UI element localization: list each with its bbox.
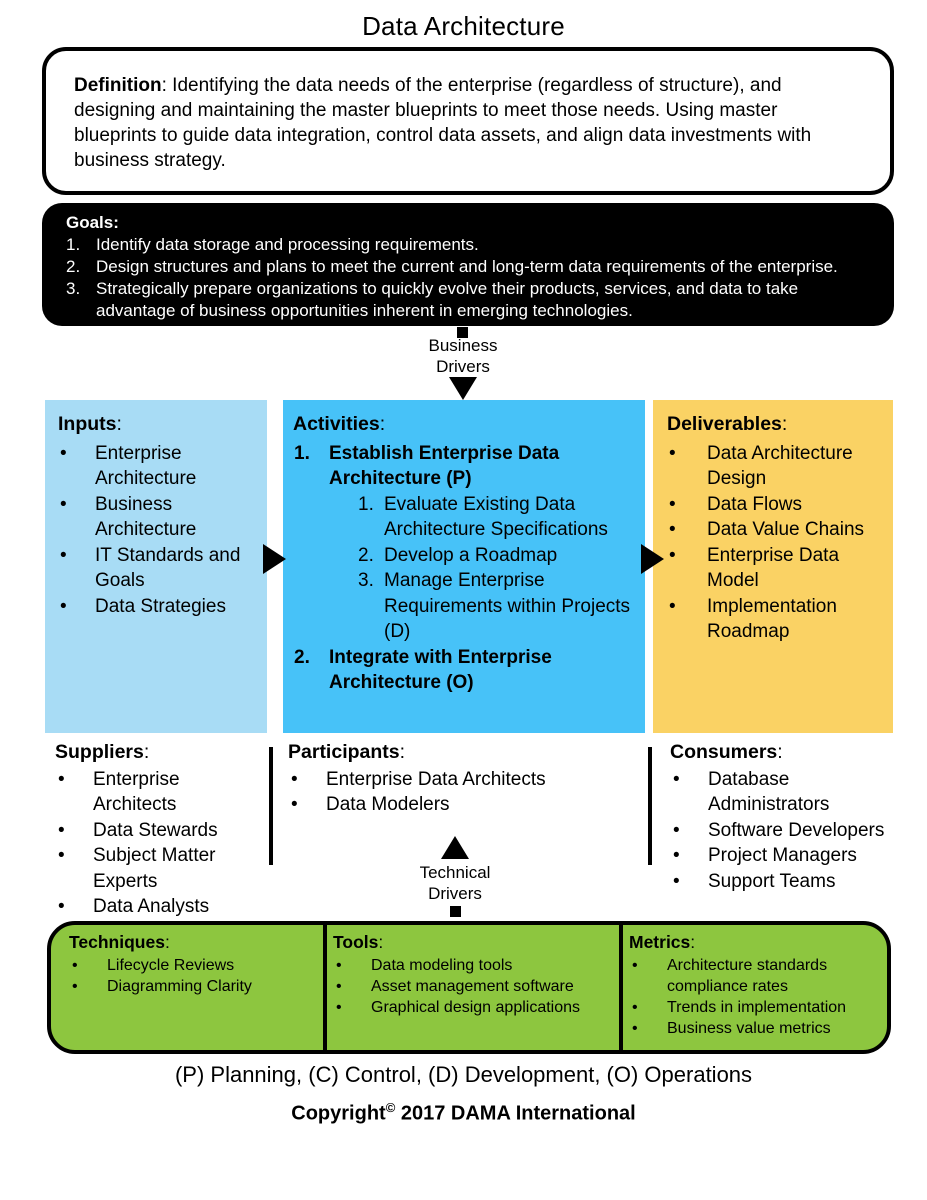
list-item [58, 492, 259, 543]
business-drivers-label: Business Drivers [428, 336, 498, 376]
bullet-icon: • [60, 442, 67, 464]
activity-text: Establish Enterprise Data Architecture (P) [329, 442, 560, 489]
list-item-text: Diagramming Clarity [107, 978, 252, 995]
bullet-icon: • [72, 957, 78, 974]
list-item-text: Data Analysts [93, 896, 210, 917]
participants-section [288, 740, 638, 818]
bullet-icon: • [291, 768, 298, 790]
list-item [333, 955, 615, 976]
activity-text: Integrate with Enterprise Architecture (O) [329, 646, 552, 693]
bullet-icon: • [58, 768, 65, 790]
bullet-icon: • [669, 595, 676, 617]
bullet-icon: • [58, 845, 65, 866]
business-drivers-arrow-down-icon [449, 377, 477, 400]
bullet-icon: • [673, 768, 680, 790]
list-item [670, 869, 895, 895]
list-item-text: Project Managers [708, 845, 857, 866]
techniques-tools-metrics-bar [47, 921, 891, 1054]
item-number: 3. [358, 570, 374, 591]
suppliers-section [55, 740, 267, 920]
list-item-text: Enterprise Architecture [95, 442, 197, 489]
list-item-text: Trends in implementation [667, 999, 847, 1016]
list-item [670, 767, 895, 818]
activities-list [293, 441, 637, 696]
list-item-text: Data Modelers [326, 794, 450, 815]
list-item [667, 492, 885, 518]
list-item [66, 234, 872, 256]
inputs-list [58, 441, 259, 620]
goals-box [42, 203, 894, 326]
activity-subtext: Manage Enterprise Requirements within Projects (D) [384, 570, 631, 642]
bullet-icon: • [673, 845, 680, 866]
list-item [55, 894, 267, 920]
suppliers-list [55, 767, 267, 920]
activity-subitem [358, 543, 637, 569]
list-item [58, 543, 259, 594]
bullet-icon: • [291, 794, 298, 815]
list-item-text: Lifecycle Reviews [107, 957, 235, 974]
activity-item [293, 645, 637, 696]
technical-drivers-arrow-up-icon [441, 836, 469, 859]
bullet-icon: • [336, 978, 342, 995]
bullet-icon: • [673, 819, 680, 841]
bullet-icon: • [60, 595, 67, 617]
bullet-icon: • [673, 870, 680, 892]
list-item [629, 997, 881, 1018]
list-item-text: Support Teams [708, 870, 836, 892]
activity-subitem [358, 568, 637, 645]
list-item-text: Data Flows [707, 493, 803, 515]
consumers-list [670, 767, 895, 895]
divider-techniques-tools [323, 925, 327, 1050]
inputs-header: Inputs: [58, 413, 122, 435]
metrics-section [629, 932, 881, 1039]
activity-subtext: Evaluate Existing Data Architecture Specifications [384, 493, 608, 540]
list-item-text: Architecture standards compliance rates [667, 957, 828, 995]
bullet-icon: • [632, 957, 638, 974]
list-item [667, 543, 885, 594]
list-item-text: Software Developers [708, 819, 885, 841]
list-item-text: Database Administrators [708, 768, 830, 815]
consumers-header: Consumers: [670, 741, 783, 763]
item-number: 3. [66, 279, 81, 298]
techniques-section [69, 932, 317, 997]
metrics-header: Metrics: [629, 932, 696, 952]
list-item-text: Data Architecture Design [707, 442, 853, 489]
bullet-icon: • [336, 999, 342, 1016]
definition-label: Definition [74, 75, 162, 96]
definition-text: Definition: Identifying the data needs of the enterprise (regardless of structure), and designing and maintaining the master blueprints to meet those needs. Using master blueprints to guide data integration, control data assets, and align data investments with business strategy. [74, 75, 812, 171]
list-item [667, 594, 885, 645]
inputs-box [45, 400, 267, 733]
list-item-text: Subject Matter Experts [93, 845, 216, 892]
participants-list [288, 767, 638, 818]
deliverables-header: Deliverables: [667, 413, 788, 435]
list-item [333, 976, 615, 997]
list-item-text: Data modeling tools [371, 957, 513, 974]
activities-to-deliverables-arrow-icon [641, 544, 664, 574]
item-number: 2. [66, 257, 81, 276]
tools-list [333, 955, 615, 1018]
list-item-text: Data Strategies [95, 595, 226, 617]
list-item-text: Design structures and plans to meet the current and long-term data requirements of the enterprise. [96, 257, 838, 276]
item-number: 1. [66, 235, 81, 254]
divider-participants-consumers [648, 747, 652, 865]
list-item [667, 517, 885, 543]
technical-drivers-label: Technical Drivers [419, 863, 491, 903]
list-item [333, 997, 615, 1018]
list-item-text: Enterprise Data Architects [326, 768, 546, 790]
list-item-text: Enterprise Architects [93, 768, 180, 815]
divider-tools-metrics [619, 925, 623, 1050]
list-item [288, 792, 638, 818]
list-item [66, 278, 872, 322]
divider-suppliers-participants [269, 747, 273, 865]
tools-section [333, 932, 615, 1018]
list-item-text: Identify data storage and processing requirements. [96, 235, 479, 254]
bullet-icon: • [669, 544, 676, 566]
list-item-text: Business Architecture [95, 493, 197, 540]
list-item-text: IT Standards and Goals [95, 544, 241, 591]
goals-header: Goals: [66, 213, 119, 232]
techniques-list [69, 955, 317, 997]
copyright-symbol: © [385, 1100, 396, 1115]
bullet-icon: • [632, 1020, 638, 1037]
copyright-line: Copyright© 2017 DAMA International [291, 1100, 636, 1125]
list-item [58, 594, 259, 620]
bullet-icon: • [58, 896, 65, 917]
bullet-icon: • [669, 519, 676, 540]
bullet-icon: • [632, 999, 638, 1016]
techniques-header: Techniques: [69, 932, 170, 952]
list-item [288, 767, 638, 793]
activity-item [293, 441, 637, 492]
technical-drivers-connector-square [450, 906, 461, 917]
bullet-icon: • [72, 978, 78, 995]
list-item-text: Graphical design applications [371, 999, 581, 1016]
bullet-icon: • [60, 493, 67, 515]
list-item [58, 441, 259, 492]
activities-box [283, 400, 645, 733]
page-title: Data Architecture [362, 11, 565, 41]
list-item [670, 843, 895, 869]
suppliers-header: Suppliers: [55, 741, 150, 763]
list-item-text: Enterprise Data Model [707, 544, 840, 591]
list-item [69, 955, 317, 976]
bullet-icon: • [60, 544, 67, 566]
definition-box [42, 47, 894, 195]
list-item-text: Data Stewards [93, 819, 218, 841]
activities-header: Activities: [293, 413, 386, 435]
list-item [55, 843, 267, 894]
participants-header: Participants: [288, 741, 406, 763]
inputs-to-activities-arrow-icon [263, 544, 286, 574]
list-item [629, 955, 881, 997]
bullet-icon: • [669, 493, 676, 515]
item-number: 1. [294, 442, 310, 464]
activity-subitem [358, 492, 637, 543]
list-item-text: Data Value Chains [707, 519, 865, 540]
list-item [66, 256, 872, 278]
deliverables-list [667, 441, 885, 645]
consumers-section [670, 740, 895, 894]
activity-group-legend: (P) Planning, (C) Control, (D) Development, (O) Operations [174, 1062, 753, 1087]
activity-subtext: Develop a Roadmap [384, 544, 558, 566]
list-item [629, 1018, 881, 1039]
item-number: 2. [358, 544, 374, 566]
tools-header: Tools: [333, 932, 384, 952]
list-item [670, 818, 895, 844]
bullet-icon: • [669, 442, 676, 464]
list-item [667, 441, 885, 492]
list-item-text: Strategically prepare organizations to quickly evolve their products, services, and data to take advantage of business opportunities inherent in emerging technologies. [96, 279, 799, 320]
list-item [69, 976, 317, 997]
list-item [55, 767, 267, 818]
metrics-list [629, 955, 881, 1039]
list-item-text: Implementation Roadmap [707, 595, 837, 642]
goals-list [66, 234, 872, 322]
item-number: 2. [294, 646, 310, 668]
bullet-icon: • [336, 957, 342, 974]
deliverables-box [653, 400, 893, 733]
item-number: 1. [358, 493, 374, 515]
bullet-icon: • [58, 819, 65, 841]
list-item-text: Asset management software [371, 978, 574, 995]
list-item [55, 818, 267, 844]
list-item-text: Business value metrics [667, 1020, 831, 1037]
